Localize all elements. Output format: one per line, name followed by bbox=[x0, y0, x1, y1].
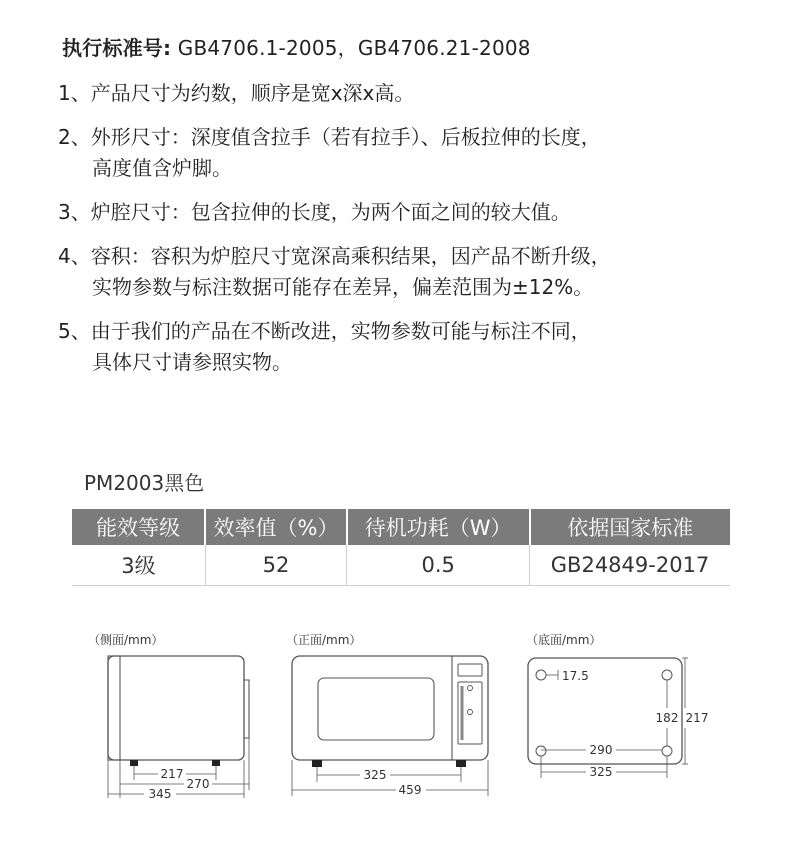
note-line: 4、容积：容积为炉腔尺寸宽深高乘积结果，因产品不断升级， bbox=[58, 244, 611, 268]
dim-label: 217 bbox=[160, 767, 184, 781]
standard-line bbox=[62, 32, 531, 61]
side-door-panel bbox=[108, 656, 120, 760]
note-item bbox=[58, 316, 758, 378]
dim-label: 325 bbox=[589, 765, 613, 779]
table-cell: 52 bbox=[205, 545, 346, 586]
side-view-diagram bbox=[100, 648, 260, 808]
note-line-continued: 具体尺寸请参照实物。 bbox=[92, 350, 292, 374]
bottom-view-diagram bbox=[520, 648, 720, 808]
knob-icon bbox=[468, 710, 473, 715]
foot-mark bbox=[212, 760, 220, 766]
dim-label: 217 bbox=[685, 711, 709, 725]
foot-icon bbox=[662, 746, 672, 756]
note-line-continued: 高度值含炉脚。 bbox=[92, 156, 232, 180]
dim-label: 459 bbox=[398, 783, 422, 797]
foot-icon bbox=[536, 670, 546, 680]
dim-label: 325 bbox=[363, 768, 387, 782]
side-view-caption: （侧面/mm） bbox=[88, 633, 164, 647]
table-cell: 3级 bbox=[72, 545, 205, 586]
dim-label: 182 bbox=[655, 711, 679, 725]
table-cell: 0.5 bbox=[347, 545, 530, 586]
table-header-row bbox=[72, 509, 730, 545]
table-cell: GB24849-2017 bbox=[530, 545, 730, 586]
note-item bbox=[58, 78, 758, 109]
note-item bbox=[58, 241, 758, 303]
front-view-diagram bbox=[286, 648, 496, 808]
energy-table bbox=[72, 509, 730, 586]
note-line: 5、由于我们的产品在不断改进，实物参数可能与标注不同， bbox=[58, 319, 591, 343]
front-view-caption: （正面/mm） bbox=[286, 633, 362, 647]
dim-label: 290 bbox=[589, 743, 613, 757]
foot-mark bbox=[312, 760, 322, 767]
side-back-panel bbox=[244, 680, 249, 738]
dim-label: 345 bbox=[148, 787, 172, 801]
note-item bbox=[58, 122, 758, 184]
table-header-cell: 效率值（%） bbox=[205, 509, 346, 545]
notes-list bbox=[58, 78, 758, 391]
standard-label: 执行标准号: bbox=[62, 36, 172, 60]
table-row bbox=[72, 545, 730, 586]
note-line: 3、炉腔尺寸：包含拉伸的长度，为两个面之间的较大值。 bbox=[58, 200, 571, 224]
note-line: 1、产品尺寸为约数，顺序是宽x深x高。 bbox=[58, 81, 415, 105]
note-line-continued: 实物参数与标注数据可能存在差异，偏差范围为±12%。 bbox=[92, 275, 594, 299]
standard-value: GB4706.1-2005，GB4706.21-2008 bbox=[171, 36, 531, 60]
table-header-cell: 待机功耗（W） bbox=[347, 509, 530, 545]
control-display bbox=[458, 664, 482, 676]
model-name: PM2003黑色 bbox=[84, 471, 205, 495]
dim-label: 17.5 bbox=[562, 669, 589, 683]
foot-mark bbox=[130, 760, 138, 766]
front-window bbox=[318, 678, 434, 740]
note-line: 2、外形尺寸：深度值含拉手（若有拉手）、后板拉伸的长度， bbox=[58, 125, 601, 149]
table-header-cell: 能效等级 bbox=[72, 509, 205, 545]
foot-icon bbox=[662, 670, 672, 680]
foot-icon bbox=[536, 746, 546, 756]
dim-label: 270 bbox=[186, 777, 210, 791]
note-item bbox=[58, 197, 758, 228]
knob-icon bbox=[468, 686, 473, 691]
side-body-outline bbox=[108, 656, 244, 760]
foot-mark bbox=[456, 760, 466, 767]
table-header-cell: 依据国家标准 bbox=[530, 509, 730, 545]
bottom-view-caption: （底面/mm） bbox=[526, 633, 602, 647]
